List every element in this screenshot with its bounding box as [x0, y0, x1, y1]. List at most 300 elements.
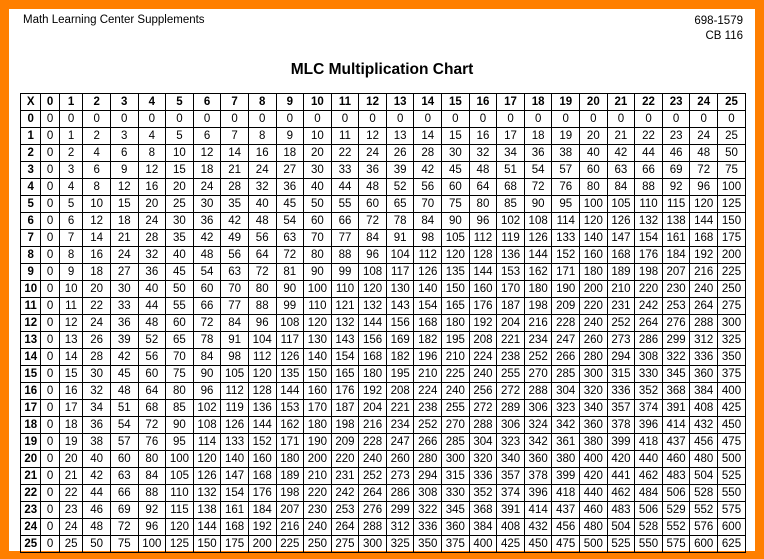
product-cell: 5 — [166, 128, 194, 145]
product-cell: 70 — [304, 230, 332, 247]
product-cell: 360 — [442, 519, 470, 536]
product-cell: 360 — [580, 417, 608, 434]
table-row — [21, 247, 746, 264]
product-cell: 10 — [59, 281, 83, 298]
product-cell: 228 — [359, 434, 387, 451]
product-cell: 96 — [359, 247, 387, 264]
product-cell: 187 — [331, 400, 359, 417]
product-cell: 11 — [59, 298, 83, 315]
product-cell: 264 — [635, 315, 663, 332]
product-cell: 189 — [276, 468, 304, 485]
product-cell: 23 — [662, 128, 690, 145]
product-cell: 13 — [386, 128, 414, 145]
column-header: 10 — [304, 94, 332, 111]
product-cell: 68 — [138, 400, 166, 417]
row-header: 9 — [21, 264, 41, 281]
product-cell: 108 — [359, 264, 387, 281]
product-cell: 600 — [690, 536, 718, 553]
product-cell: 46 — [662, 145, 690, 162]
product-cell: 12 — [359, 128, 387, 145]
product-cell: 96 — [193, 383, 221, 400]
product-cell: 30 — [166, 213, 194, 230]
product-cell: 38 — [552, 145, 580, 162]
product-cell: 0 — [248, 111, 276, 128]
product-cell: 242 — [331, 485, 359, 502]
product-cell: 198 — [331, 417, 359, 434]
product-cell: 42 — [414, 162, 442, 179]
product-cell: 126 — [414, 264, 442, 281]
product-cell: 0 — [138, 111, 166, 128]
product-cell: 8 — [138, 145, 166, 162]
product-cell: 65 — [386, 196, 414, 213]
product-cell: 247 — [386, 434, 414, 451]
product-cell: 240 — [469, 366, 497, 383]
product-cell: 18 — [59, 417, 83, 434]
product-cell: 114 — [552, 213, 580, 230]
product-cell: 0 — [41, 298, 59, 315]
product-cell: 115 — [662, 196, 690, 213]
product-cell: 56 — [221, 247, 249, 264]
product-cell: 391 — [662, 400, 690, 417]
product-cell: 500 — [718, 451, 746, 468]
product-cell: 209 — [331, 434, 359, 451]
product-cell: 17 — [59, 400, 83, 417]
product-cell: 252 — [607, 315, 635, 332]
product-cell: 0 — [524, 111, 552, 128]
product-cell: 4 — [59, 179, 83, 196]
table-header-row — [21, 94, 746, 111]
product-cell: 72 — [359, 213, 387, 230]
product-cell: 154 — [414, 298, 442, 315]
product-cell: 425 — [497, 536, 525, 553]
product-cell: 7 — [221, 128, 249, 145]
product-cell: 266 — [552, 349, 580, 366]
product-cell: 100 — [166, 451, 194, 468]
product-cell: 144 — [276, 383, 304, 400]
product-cell: 11 — [331, 128, 359, 145]
product-cell: 144 — [690, 213, 718, 230]
product-cell: 48 — [83, 519, 111, 536]
product-cell: 24 — [138, 213, 166, 230]
product-cell: 255 — [497, 366, 525, 383]
column-header: 4 — [138, 94, 166, 111]
product-cell: 432 — [524, 519, 552, 536]
product-cell: 266 — [414, 434, 442, 451]
product-cell: 323 — [497, 434, 525, 451]
product-cell: 84 — [193, 349, 221, 366]
product-cell: 200 — [248, 536, 276, 553]
product-cell: 45 — [110, 366, 138, 383]
product-cell: 144 — [193, 519, 221, 536]
product-cell: 117 — [386, 264, 414, 281]
product-cell: 176 — [469, 298, 497, 315]
product-cell: 48 — [193, 247, 221, 264]
product-cell: 28 — [414, 145, 442, 162]
product-cell: 175 — [718, 230, 746, 247]
product-cell: 22 — [83, 298, 111, 315]
product-cell: 320 — [580, 383, 608, 400]
product-cell: 75 — [110, 536, 138, 553]
product-cell: 44 — [331, 179, 359, 196]
product-cell: 115 — [166, 502, 194, 519]
product-cell: 50 — [83, 536, 111, 553]
product-cell: 504 — [607, 519, 635, 536]
product-cell: 96 — [469, 213, 497, 230]
product-cell: 6 — [193, 128, 221, 145]
product-cell: 48 — [138, 315, 166, 332]
product-cell: 10 — [304, 128, 332, 145]
product-cell: 380 — [580, 434, 608, 451]
product-cell: 0 — [690, 111, 718, 128]
product-cell: 286 — [386, 485, 414, 502]
product-cell: 75 — [718, 162, 746, 179]
product-cell: 40 — [138, 281, 166, 298]
table-row — [21, 383, 746, 400]
product-cell: 153 — [276, 400, 304, 417]
header-code: 698-1579 — [694, 15, 743, 27]
product-cell: 75 — [442, 196, 470, 213]
product-cell: 252 — [359, 468, 387, 485]
table-row — [21, 468, 746, 485]
product-cell: 400 — [580, 451, 608, 468]
product-cell: 140 — [580, 230, 608, 247]
product-cell: 42 — [110, 349, 138, 366]
product-cell: 21 — [221, 162, 249, 179]
product-cell: 168 — [221, 519, 249, 536]
product-cell: 35 — [166, 230, 194, 247]
product-cell: 16 — [138, 179, 166, 196]
product-cell: 21 — [607, 128, 635, 145]
product-cell: 75 — [166, 366, 194, 383]
product-cell: 0 — [442, 111, 470, 128]
product-cell: 9 — [110, 162, 138, 179]
product-cell: 153 — [497, 264, 525, 281]
product-cell: 357 — [607, 400, 635, 417]
product-cell: 340 — [580, 400, 608, 417]
product-cell: 95 — [552, 196, 580, 213]
product-cell: 225 — [276, 536, 304, 553]
product-cell: 28 — [138, 230, 166, 247]
product-cell: 60 — [166, 315, 194, 332]
product-cell: 0 — [41, 162, 59, 179]
product-cell: 165 — [442, 298, 470, 315]
product-cell: 92 — [138, 502, 166, 519]
product-cell: 30 — [442, 145, 470, 162]
product-cell: 72 — [193, 315, 221, 332]
product-cell: 19 — [552, 128, 580, 145]
product-cell: 144 — [524, 247, 552, 264]
product-cell: 176 — [635, 247, 663, 264]
product-cell: 0 — [41, 485, 59, 502]
product-cell: 425 — [718, 400, 746, 417]
product-cell: 437 — [552, 502, 580, 519]
column-header: 7 — [221, 94, 249, 111]
product-cell: 342 — [524, 434, 552, 451]
product-cell: 308 — [414, 485, 442, 502]
product-cell: 198 — [524, 298, 552, 315]
product-cell: 44 — [138, 298, 166, 315]
product-cell: 368 — [469, 502, 497, 519]
product-cell: 48 — [110, 383, 138, 400]
product-cell: 77 — [221, 298, 249, 315]
product-cell: 66 — [331, 213, 359, 230]
product-cell: 207 — [276, 502, 304, 519]
product-cell: 1 — [59, 128, 83, 145]
product-cell: 0 — [41, 468, 59, 485]
product-cell: 117 — [276, 332, 304, 349]
product-cell: 6 — [83, 162, 111, 179]
product-cell: 189 — [607, 264, 635, 281]
product-cell: 40 — [166, 247, 194, 264]
product-cell: 342 — [552, 417, 580, 434]
product-cell: 504 — [690, 468, 718, 485]
product-cell: 320 — [469, 451, 497, 468]
product-cell: 315 — [442, 468, 470, 485]
product-cell: 90 — [276, 281, 304, 298]
product-cell: 418 — [635, 434, 663, 451]
product-cell: 140 — [221, 451, 249, 468]
product-cell: 154 — [221, 485, 249, 502]
product-cell: 0 — [41, 213, 59, 230]
product-cell: 273 — [607, 332, 635, 349]
product-cell: 216 — [524, 315, 552, 332]
product-cell: 208 — [469, 332, 497, 349]
product-cell: 225 — [442, 366, 470, 383]
product-cell: 152 — [552, 247, 580, 264]
row-header: 5 — [21, 196, 41, 213]
product-cell: 180 — [524, 281, 552, 298]
product-cell: 30 — [110, 281, 138, 298]
product-cell: 20 — [580, 128, 608, 145]
product-cell: 384 — [469, 519, 497, 536]
column-header: 19 — [552, 94, 580, 111]
product-cell: 0 — [41, 417, 59, 434]
product-cell: 90 — [524, 196, 552, 213]
product-cell: 456 — [690, 434, 718, 451]
product-cell: 552 — [690, 502, 718, 519]
product-cell: 80 — [248, 281, 276, 298]
product-cell: 33 — [331, 162, 359, 179]
product-cell: 14 — [414, 128, 442, 145]
row-header: 15 — [21, 366, 41, 383]
product-cell: 25 — [718, 128, 746, 145]
product-cell: 54 — [193, 264, 221, 281]
product-cell: 315 — [607, 366, 635, 383]
product-cell: 100 — [718, 179, 746, 196]
product-cell: 121 — [331, 298, 359, 315]
row-header: 20 — [21, 451, 41, 468]
product-cell: 27 — [276, 162, 304, 179]
product-cell: 414 — [662, 417, 690, 434]
product-cell: 220 — [580, 298, 608, 315]
table-row — [21, 230, 746, 247]
product-cell: 195 — [386, 366, 414, 383]
row-header: 17 — [21, 400, 41, 417]
product-cell: 252 — [414, 417, 442, 434]
product-cell: 0 — [41, 383, 59, 400]
product-cell: 78 — [386, 213, 414, 230]
product-cell: 250 — [304, 536, 332, 553]
product-cell: 60 — [304, 213, 332, 230]
product-cell: 221 — [386, 400, 414, 417]
product-cell: 22 — [635, 128, 663, 145]
product-cell: 396 — [524, 485, 552, 502]
product-cell: 162 — [524, 264, 552, 281]
product-cell: 0 — [41, 281, 59, 298]
product-cell: 340 — [497, 451, 525, 468]
product-cell: 44 — [635, 145, 663, 162]
product-cell: 100 — [580, 196, 608, 213]
row-header: 8 — [21, 247, 41, 264]
column-header: 13 — [386, 94, 414, 111]
header-right-info — [694, 14, 743, 44]
product-cell: 161 — [221, 502, 249, 519]
product-cell: 0 — [304, 111, 332, 128]
product-cell: 135 — [276, 366, 304, 383]
product-cell: 529 — [662, 502, 690, 519]
product-cell: 114 — [193, 434, 221, 451]
product-cell: 420 — [580, 468, 608, 485]
row-header: 21 — [21, 468, 41, 485]
product-cell: 180 — [304, 417, 332, 434]
header-room: CB 116 — [705, 30, 743, 42]
row-header: 24 — [21, 519, 41, 536]
product-cell: 50 — [304, 196, 332, 213]
product-cell: 112 — [414, 247, 442, 264]
product-cell: 0 — [41, 502, 59, 519]
product-cell: 550 — [635, 536, 663, 553]
product-cell: 2 — [83, 128, 111, 145]
product-cell: 76 — [138, 434, 166, 451]
table-row — [21, 332, 746, 349]
product-cell: 132 — [331, 315, 359, 332]
product-cell: 143 — [331, 332, 359, 349]
product-cell: 208 — [386, 383, 414, 400]
row-header: 0 — [21, 111, 41, 128]
product-cell: 308 — [635, 349, 663, 366]
column-header: 21 — [607, 94, 635, 111]
product-cell: 0 — [41, 179, 59, 196]
product-cell: 32 — [469, 145, 497, 162]
product-cell: 56 — [414, 179, 442, 196]
row-header: 7 — [21, 230, 41, 247]
product-cell: 200 — [580, 281, 608, 298]
product-cell: 20 — [83, 281, 111, 298]
product-cell: 95 — [166, 434, 194, 451]
product-cell: 40 — [580, 145, 608, 162]
product-cell: 171 — [276, 434, 304, 451]
product-cell: 475 — [552, 536, 580, 553]
product-cell: 216 — [690, 264, 718, 281]
product-cell: 441 — [607, 468, 635, 485]
product-cell: 78 — [193, 332, 221, 349]
product-cell: 96 — [138, 519, 166, 536]
product-cell: 180 — [442, 315, 470, 332]
product-cell: 40 — [83, 451, 111, 468]
table-row — [21, 315, 746, 332]
product-cell: 312 — [386, 519, 414, 536]
product-cell: 23 — [59, 502, 83, 519]
product-cell: 162 — [276, 417, 304, 434]
product-cell: 242 — [635, 298, 663, 315]
product-cell: 484 — [635, 485, 663, 502]
product-cell: 0 — [41, 111, 59, 128]
product-cell: 130 — [304, 332, 332, 349]
product-cell: 90 — [304, 264, 332, 281]
product-cell: 325 — [386, 536, 414, 553]
product-cell: 98 — [414, 230, 442, 247]
product-cell: 350 — [718, 349, 746, 366]
product-cell: 120 — [359, 281, 387, 298]
product-cell: 0 — [41, 434, 59, 451]
product-cell: 285 — [552, 366, 580, 383]
product-cell: 69 — [110, 502, 138, 519]
product-cell: 18 — [524, 128, 552, 145]
product-cell: 84 — [414, 213, 442, 230]
product-cell: 110 — [304, 298, 332, 315]
product-cell: 18 — [110, 213, 138, 230]
product-cell: 418 — [552, 485, 580, 502]
product-cell: 196 — [414, 349, 442, 366]
product-cell: 0 — [580, 111, 608, 128]
column-header: 24 — [690, 94, 718, 111]
product-cell: 150 — [442, 281, 470, 298]
product-cell: 143 — [386, 298, 414, 315]
column-header: 20 — [580, 94, 608, 111]
product-cell: 92 — [662, 179, 690, 196]
product-cell: 253 — [662, 298, 690, 315]
product-cell: 80 — [166, 383, 194, 400]
product-cell: 216 — [359, 417, 387, 434]
table-row — [21, 213, 746, 230]
product-cell: 120 — [690, 196, 718, 213]
product-cell: 54 — [524, 162, 552, 179]
product-cell: 184 — [248, 502, 276, 519]
product-cell: 252 — [524, 349, 552, 366]
product-cell: 0 — [41, 400, 59, 417]
column-header: 9 — [276, 94, 304, 111]
product-cell: 330 — [635, 366, 663, 383]
product-cell: 72 — [110, 519, 138, 536]
product-cell: 0 — [83, 111, 111, 128]
product-cell: 138 — [193, 502, 221, 519]
row-header: 16 — [21, 383, 41, 400]
product-cell: 96 — [248, 315, 276, 332]
table-row — [21, 179, 746, 196]
row-header: 2 — [21, 145, 41, 162]
product-cell: 10 — [83, 196, 111, 213]
product-cell: 105 — [221, 366, 249, 383]
row-header: 22 — [21, 485, 41, 502]
product-cell: 168 — [359, 349, 387, 366]
product-cell: 168 — [690, 230, 718, 247]
product-cell: 144 — [359, 315, 387, 332]
product-cell: 288 — [524, 383, 552, 400]
product-cell: 475 — [718, 434, 746, 451]
product-cell: 240 — [690, 281, 718, 298]
product-cell: 288 — [359, 519, 387, 536]
product-cell: 48 — [359, 179, 387, 196]
product-cell: 456 — [552, 519, 580, 536]
product-cell: 322 — [414, 502, 442, 519]
column-header: 23 — [662, 94, 690, 111]
product-cell: 45 — [442, 162, 470, 179]
product-cell: 288 — [690, 315, 718, 332]
product-cell: 378 — [524, 468, 552, 485]
product-cell: 99 — [331, 264, 359, 281]
table-row — [21, 196, 746, 213]
product-cell: 90 — [442, 213, 470, 230]
